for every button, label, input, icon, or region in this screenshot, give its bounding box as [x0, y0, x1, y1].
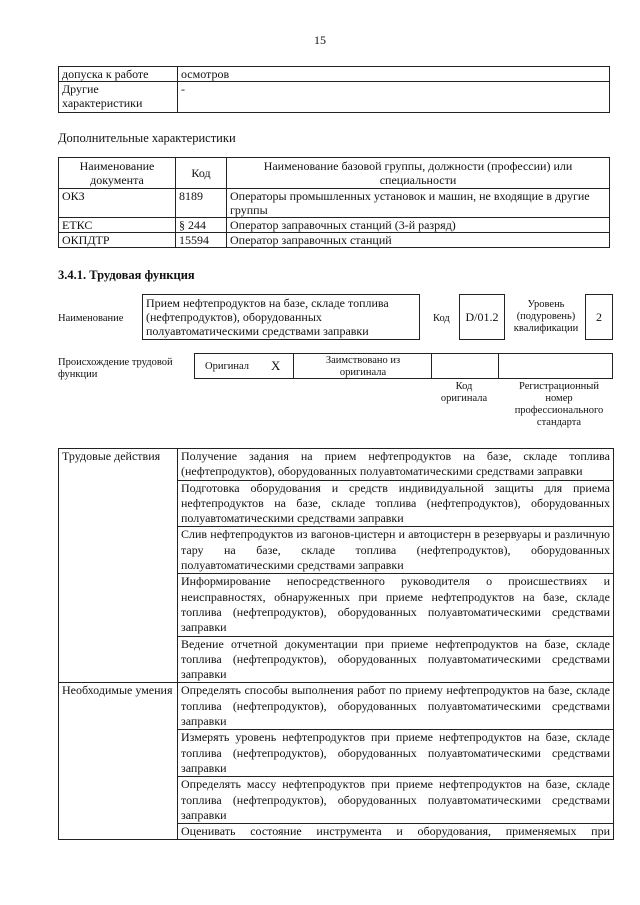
code-original-label: Код оригинала [440, 381, 488, 404]
table-cell: допуска к работе [59, 67, 178, 82]
header-cell: Наименование базовой группы, должности (профессии) или специальности [227, 158, 610, 189]
table-cell: § 244 [176, 218, 227, 233]
registration-number-label: Регистрационный номер профессионального стандарта [514, 381, 604, 428]
original-mark: X [271, 358, 281, 373]
skill-item: Измерять уровень нефтепродуктов при приеме нефтепродуктов на базе, складе топлива (нефтепродуктов), оборудованных полуавтоматическими средствами заправки [178, 730, 614, 777]
action-item: Ведение отчетной документации при приеме нефтепродуктов на базе, складе топлива (нефтепродуктов), оборудованных полуавтоматическими средствами заправки [178, 636, 614, 683]
skill-item: Определять способы выполнения работ по приему нефтепродуктов на базе, складе топлива (нефтепродуктов), оборудованных полуавтоматическими средствами заправки [178, 683, 614, 730]
origin-label: Происхождение трудовой функции [58, 357, 173, 380]
additional-characteristics-table [58, 157, 610, 248]
divider [293, 354, 294, 378]
function-code-box: D/01.2 [459, 294, 505, 340]
table-row [59, 189, 610, 218]
header-cell: Код [176, 158, 227, 189]
page-number: 15 [314, 33, 326, 47]
action-item: Получение задания на прием нефтепродуктов на базе, складе топлива (нефтепродуктов), оборудованных полуавтоматическими средствами заправки [178, 449, 614, 481]
top-characteristics-table [58, 66, 610, 113]
section-title: 3.4.1. Трудовая функция [58, 268, 195, 282]
skill-item: Определять массу нефтепродуктов при приеме нефтепродуктов на базе, складе топлива (нефтепродуктов), оборудованных полуавтоматическими средствами заправки [178, 777, 614, 824]
table-cell: осмотров [178, 67, 610, 82]
table-cell: ОКПДТР [59, 233, 176, 248]
code-label: Код [433, 313, 450, 324]
table-cell: 15594 [176, 233, 227, 248]
table-row [59, 683, 614, 730]
table-cell: ОКЗ [59, 189, 176, 218]
divider [498, 354, 499, 378]
actions-header: Трудовые действия [59, 449, 178, 683]
table-cell: Оператор заправочных станций [227, 233, 610, 248]
level-label: Уровень (подуровень) квалификации [513, 299, 579, 334]
table-row [59, 449, 614, 481]
borrowed-label: Заимствовано из оригинала [325, 355, 401, 378]
table-row [59, 218, 610, 233]
function-name-box: Прием нефтепродуктов на базе, складе топлива (нефтепродуктов), оборудованных полуавтоматическими средствами заправки [142, 294, 420, 340]
header-cell: Наименование документа [59, 158, 176, 189]
table-header-row [59, 158, 610, 189]
original-label: Оригинал [205, 361, 249, 372]
skills-header: Необходимые умения [59, 683, 178, 840]
table-row [59, 67, 610, 82]
table-cell: 8189 [176, 189, 227, 218]
table-row [59, 82, 610, 113]
table-cell: Другие характеристики [59, 82, 178, 113]
divider [431, 354, 432, 378]
labor-function-table [58, 448, 614, 840]
action-item: Подготовка оборудования и средств индивидуальной защиты для приема нефтепродуктов на базе, складе топлива (нефтепродуктов), оборудованных полуавтоматическими средствами заправки [178, 480, 614, 527]
table-cell: Оператор заправочных станций (3-й разряд) [227, 218, 610, 233]
level-box: 2 [585, 294, 613, 340]
name-label: Наименование [58, 313, 124, 324]
table-cell: ЕТКС [59, 218, 176, 233]
table-row [59, 233, 610, 248]
action-item: Слив нефтепродуктов из вагонов-цистерн и автоцистерн в резервуары и различную тару на базе, складе топлива (нефтепродуктов), оборудованных полуавтоматическими средствами заправки [178, 527, 614, 574]
action-item: Информирование непосредственного руководителя о происшествиях и неисправностях, обнаруженных при приеме нефтепродуктов на базе, складе топлива (нефтепродуктов), оборудованных полуавтоматическими средствами заправки [178, 574, 614, 636]
skill-item: Оценивать состояние инструмента и оборудования, применяемых при [178, 824, 614, 840]
additional-characteristics-title: Дополнительные характеристики [58, 131, 236, 145]
table-cell: Операторы промышленных установок и машин, не входящие в другие группы [227, 189, 610, 218]
table-cell: - [178, 82, 610, 113]
origin-box [194, 353, 613, 379]
